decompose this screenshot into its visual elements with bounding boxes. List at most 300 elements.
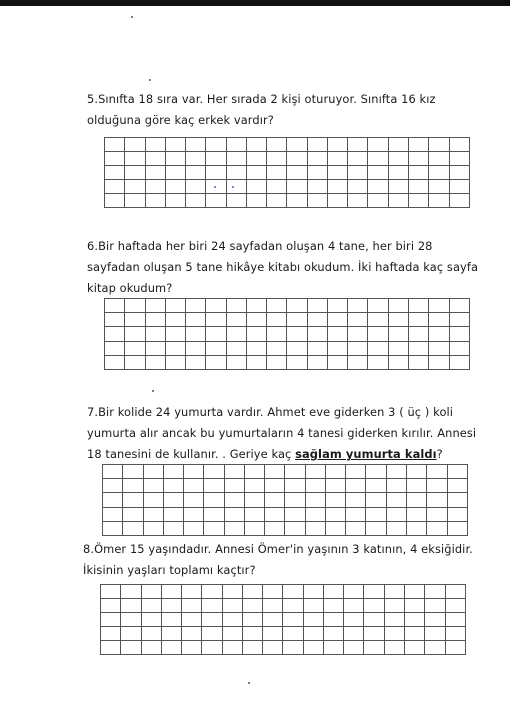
grid-cell[interactable] <box>348 138 368 152</box>
grid-cell[interactable] <box>141 613 161 627</box>
grid-cell[interactable] <box>101 599 121 613</box>
grid-cell[interactable] <box>348 327 368 341</box>
grid-cell[interactable] <box>123 493 143 507</box>
grid-cell[interactable] <box>327 152 347 166</box>
grid-cell[interactable] <box>206 299 226 313</box>
grid-cell[interactable] <box>325 521 345 535</box>
grid-cell[interactable] <box>186 327 206 341</box>
grid-cell[interactable] <box>125 194 145 208</box>
grid-cell[interactable] <box>348 166 368 180</box>
grid-cell[interactable] <box>105 341 125 355</box>
grid-cell[interactable] <box>186 138 206 152</box>
grid-cell[interactable] <box>384 641 404 655</box>
grid-cell[interactable] <box>348 299 368 313</box>
grid-cell[interactable] <box>366 507 386 521</box>
grid-cell[interactable] <box>224 465 244 479</box>
grid-cell[interactable] <box>204 507 224 521</box>
grid-cell[interactable] <box>449 166 469 180</box>
grid-cell[interactable] <box>242 627 262 641</box>
grid-cell[interactable] <box>224 521 244 535</box>
grid-cell[interactable] <box>182 585 202 599</box>
grid-cell[interactable] <box>406 465 426 479</box>
grid-cell[interactable] <box>186 166 206 180</box>
grid-cell[interactable] <box>184 479 204 493</box>
grid-cell[interactable] <box>125 138 145 152</box>
grid-cell[interactable] <box>263 585 283 599</box>
grid-cell[interactable] <box>145 152 165 166</box>
grid-cell[interactable] <box>206 355 226 369</box>
grid-cell[interactable] <box>246 166 266 180</box>
grid-cell[interactable] <box>204 465 224 479</box>
grid-cell[interactable] <box>285 507 305 521</box>
grid-cell[interactable] <box>265 479 285 493</box>
grid-cell[interactable] <box>267 152 287 166</box>
grid-cell[interactable] <box>449 299 469 313</box>
grid-cell[interactable] <box>283 585 303 599</box>
grid-cell[interactable] <box>267 138 287 152</box>
grid-cell[interactable] <box>386 493 406 507</box>
grid-cell[interactable] <box>103 493 123 507</box>
grid-cell[interactable] <box>323 641 343 655</box>
grid-cell[interactable] <box>406 493 426 507</box>
grid-cell[interactable] <box>287 299 307 313</box>
grid-cell[interactable] <box>263 613 283 627</box>
grid-cell[interactable] <box>267 341 287 355</box>
grid-cell[interactable] <box>307 299 327 313</box>
grid-cell[interactable] <box>388 299 408 313</box>
grid-cell[interactable] <box>368 355 388 369</box>
grid-cell[interactable] <box>386 521 406 535</box>
grid-cell[interactable] <box>429 138 449 152</box>
grid-cell[interactable] <box>447 507 467 521</box>
grid-cell[interactable] <box>246 341 266 355</box>
grid-cell[interactable] <box>145 341 165 355</box>
grid-cell[interactable] <box>408 299 428 313</box>
grid-cell[interactable] <box>283 613 303 627</box>
grid-cell[interactable] <box>141 641 161 655</box>
grid-cell[interactable] <box>246 299 266 313</box>
answer-grid-6[interactable] <box>104 298 470 370</box>
grid-cell[interactable] <box>348 341 368 355</box>
grid-cell[interactable] <box>165 194 185 208</box>
grid-cell[interactable] <box>285 479 305 493</box>
grid-cell[interactable] <box>182 641 202 655</box>
grid-cell[interactable] <box>285 521 305 535</box>
grid-cell[interactable] <box>226 355 246 369</box>
grid-cell[interactable] <box>285 465 305 479</box>
grid-cell[interactable] <box>125 180 145 194</box>
grid-cell[interactable] <box>226 166 246 180</box>
grid-cell[interactable] <box>246 194 266 208</box>
grid-cell[interactable] <box>305 521 325 535</box>
grid-cell[interactable] <box>163 507 183 521</box>
grid-cell[interactable] <box>327 180 347 194</box>
grid-cell[interactable] <box>222 641 242 655</box>
grid-cell[interactable] <box>364 585 384 599</box>
grid-cell[interactable] <box>447 493 467 507</box>
grid-cell[interactable] <box>242 599 262 613</box>
grid-cell[interactable] <box>161 641 181 655</box>
grid-cell[interactable] <box>364 599 384 613</box>
grid-cell[interactable] <box>323 585 343 599</box>
grid-cell[interactable] <box>404 641 424 655</box>
grid-cell[interactable] <box>123 479 143 493</box>
grid-cell[interactable] <box>103 521 123 535</box>
grid-cell[interactable] <box>327 355 347 369</box>
grid-cell[interactable] <box>182 613 202 627</box>
grid-cell[interactable] <box>165 299 185 313</box>
grid-cell[interactable] <box>246 313 266 327</box>
grid-cell[interactable] <box>206 341 226 355</box>
grid-cell[interactable] <box>182 599 202 613</box>
grid-cell[interactable] <box>105 152 125 166</box>
grid-cell[interactable] <box>427 493 447 507</box>
grid-cell[interactable] <box>165 166 185 180</box>
grid-cell[interactable] <box>388 194 408 208</box>
grid-cell[interactable] <box>449 313 469 327</box>
grid-cell[interactable] <box>224 493 244 507</box>
grid-cell[interactable] <box>303 627 323 641</box>
grid-cell[interactable] <box>323 599 343 613</box>
grid-cell[interactable] <box>121 585 141 599</box>
grid-cell[interactable] <box>406 479 426 493</box>
grid-cell[interactable] <box>388 327 408 341</box>
grid-cell[interactable] <box>206 327 226 341</box>
grid-cell[interactable] <box>449 180 469 194</box>
grid-cell[interactable] <box>344 627 364 641</box>
grid-cell[interactable] <box>404 627 424 641</box>
grid-cell[interactable] <box>307 341 327 355</box>
grid-cell[interactable] <box>145 299 165 313</box>
grid-cell[interactable] <box>445 599 465 613</box>
grid-cell[interactable] <box>163 465 183 479</box>
grid-cell[interactable] <box>141 585 161 599</box>
grid-cell[interactable] <box>121 627 141 641</box>
grid-cell[interactable] <box>307 166 327 180</box>
grid-cell[interactable] <box>165 138 185 152</box>
grid-cell[interactable] <box>202 641 222 655</box>
grid-cell[interactable] <box>163 493 183 507</box>
grid-cell[interactable] <box>226 180 246 194</box>
grid-cell[interactable] <box>287 180 307 194</box>
grid-cell[interactable] <box>366 479 386 493</box>
grid-cell[interactable] <box>267 166 287 180</box>
grid-cell[interactable] <box>145 166 165 180</box>
grid-cell[interactable] <box>101 627 121 641</box>
grid-cell[interactable] <box>186 299 206 313</box>
grid-cell[interactable] <box>368 180 388 194</box>
grid-cell[interactable] <box>408 313 428 327</box>
grid-cell[interactable] <box>184 465 204 479</box>
grid-cell[interactable] <box>202 585 222 599</box>
grid-cell[interactable] <box>307 355 327 369</box>
grid-cell[interactable] <box>206 138 226 152</box>
grid-cell[interactable] <box>121 641 141 655</box>
grid-cell[interactable] <box>222 585 242 599</box>
grid-cell[interactable] <box>368 194 388 208</box>
grid-cell[interactable] <box>346 493 366 507</box>
grid-cell[interactable] <box>283 627 303 641</box>
grid-cell[interactable] <box>303 613 323 627</box>
grid-cell[interactable] <box>125 166 145 180</box>
grid-cell[interactable] <box>246 152 266 166</box>
grid-cell[interactable] <box>425 613 445 627</box>
grid-cell[interactable] <box>344 599 364 613</box>
grid-cell[interactable] <box>408 341 428 355</box>
grid-cell[interactable] <box>287 152 307 166</box>
grid-cell[interactable] <box>246 180 266 194</box>
grid-cell[interactable] <box>226 152 246 166</box>
grid-cell[interactable] <box>267 355 287 369</box>
grid-cell[interactable] <box>325 493 345 507</box>
grid-cell[interactable] <box>429 313 449 327</box>
grid-cell[interactable] <box>265 465 285 479</box>
grid-cell[interactable] <box>344 613 364 627</box>
grid-cell[interactable] <box>346 479 366 493</box>
grid-cell[interactable] <box>267 313 287 327</box>
grid-cell[interactable] <box>386 465 406 479</box>
grid-cell[interactable] <box>323 613 343 627</box>
grid-cell[interactable] <box>244 479 264 493</box>
grid-cell[interactable] <box>246 327 266 341</box>
grid-cell[interactable] <box>121 599 141 613</box>
grid-cell[interactable] <box>348 152 368 166</box>
grid-cell[interactable] <box>368 299 388 313</box>
grid-cell[interactable] <box>429 180 449 194</box>
grid-cell[interactable] <box>202 613 222 627</box>
grid-cell[interactable] <box>184 493 204 507</box>
grid-cell[interactable] <box>165 341 185 355</box>
grid-cell[interactable] <box>204 479 224 493</box>
grid-cell[interactable] <box>165 313 185 327</box>
grid-cell[interactable] <box>182 627 202 641</box>
grid-cell[interactable] <box>121 613 141 627</box>
grid-cell[interactable] <box>348 194 368 208</box>
grid-cell[interactable] <box>105 313 125 327</box>
grid-cell[interactable] <box>364 613 384 627</box>
grid-cell[interactable] <box>244 493 264 507</box>
grid-cell[interactable] <box>307 152 327 166</box>
grid-cell[interactable] <box>425 599 445 613</box>
grid-cell[interactable] <box>364 627 384 641</box>
grid-cell[interactable] <box>386 479 406 493</box>
grid-cell[interactable] <box>145 194 165 208</box>
grid-cell[interactable] <box>384 627 404 641</box>
answer-grid-5[interactable] <box>104 137 470 208</box>
grid-cell[interactable] <box>427 465 447 479</box>
grid-cell[interactable] <box>222 599 242 613</box>
grid-cell[interactable] <box>246 355 266 369</box>
grid-cell[interactable] <box>408 355 428 369</box>
grid-cell[interactable] <box>384 613 404 627</box>
answer-grid-7[interactable] <box>102 464 468 536</box>
grid-cell[interactable] <box>388 341 408 355</box>
grid-cell[interactable] <box>285 493 305 507</box>
grid-cell[interactable] <box>204 493 224 507</box>
grid-cell[interactable] <box>344 641 364 655</box>
grid-cell[interactable] <box>325 507 345 521</box>
grid-cell[interactable] <box>101 613 121 627</box>
grid-cell[interactable] <box>427 479 447 493</box>
grid-cell[interactable] <box>202 627 222 641</box>
grid-cell[interactable] <box>105 180 125 194</box>
grid-cell[interactable] <box>265 493 285 507</box>
grid-cell[interactable] <box>103 507 123 521</box>
grid-cell[interactable] <box>125 327 145 341</box>
grid-cell[interactable] <box>366 465 386 479</box>
grid-cell[interactable] <box>368 138 388 152</box>
grid-cell[interactable] <box>165 355 185 369</box>
grid-cell[interactable] <box>287 327 307 341</box>
grid-cell[interactable] <box>143 465 163 479</box>
grid-cell[interactable] <box>202 599 222 613</box>
grid-cell[interactable] <box>404 599 424 613</box>
grid-cell[interactable] <box>323 627 343 641</box>
grid-cell[interactable] <box>447 521 467 535</box>
grid-cell[interactable] <box>226 327 246 341</box>
grid-cell[interactable] <box>101 641 121 655</box>
grid-cell[interactable] <box>449 194 469 208</box>
grid-cell[interactable] <box>325 465 345 479</box>
grid-cell[interactable] <box>303 599 323 613</box>
grid-cell[interactable] <box>388 180 408 194</box>
grid-cell[interactable] <box>125 355 145 369</box>
grid-cell[interactable] <box>384 599 404 613</box>
grid-cell[interactable] <box>145 327 165 341</box>
grid-cell[interactable] <box>287 194 307 208</box>
grid-cell[interactable] <box>161 585 181 599</box>
grid-cell[interactable] <box>186 355 206 369</box>
grid-cell[interactable] <box>105 299 125 313</box>
grid-cell[interactable] <box>125 152 145 166</box>
grid-cell[interactable] <box>143 521 163 535</box>
grid-cell[interactable] <box>125 341 145 355</box>
grid-cell[interactable] <box>368 327 388 341</box>
grid-cell[interactable] <box>408 152 428 166</box>
grid-cell[interactable] <box>307 313 327 327</box>
grid-cell[interactable] <box>327 138 347 152</box>
grid-cell[interactable] <box>105 194 125 208</box>
grid-cell[interactable] <box>305 493 325 507</box>
grid-cell[interactable] <box>447 479 467 493</box>
grid-cell[interactable] <box>224 479 244 493</box>
grid-cell[interactable] <box>445 585 465 599</box>
grid-cell[interactable] <box>427 507 447 521</box>
grid-cell[interactable] <box>263 641 283 655</box>
grid-cell[interactable] <box>287 341 307 355</box>
grid-cell[interactable] <box>263 599 283 613</box>
grid-cell[interactable] <box>244 507 264 521</box>
grid-cell[interactable] <box>246 138 266 152</box>
grid-cell[interactable] <box>327 327 347 341</box>
grid-cell[interactable] <box>408 166 428 180</box>
grid-cell[interactable] <box>265 507 285 521</box>
grid-cell[interactable] <box>344 585 364 599</box>
grid-cell[interactable] <box>429 327 449 341</box>
grid-cell[interactable] <box>226 299 246 313</box>
grid-cell[interactable] <box>327 299 347 313</box>
grid-cell[interactable] <box>425 627 445 641</box>
grid-cell[interactable] <box>447 465 467 479</box>
grid-cell[interactable] <box>346 465 366 479</box>
grid-cell[interactable] <box>206 194 226 208</box>
grid-cell[interactable] <box>105 327 125 341</box>
grid-cell[interactable] <box>143 479 163 493</box>
grid-cell[interactable] <box>226 313 246 327</box>
grid-cell[interactable] <box>242 585 262 599</box>
grid-cell[interactable] <box>346 521 366 535</box>
grid-cell[interactable] <box>408 180 428 194</box>
grid-cell[interactable] <box>327 341 347 355</box>
grid-cell[interactable] <box>366 493 386 507</box>
grid-cell[interactable] <box>404 585 424 599</box>
grid-cell[interactable] <box>125 299 145 313</box>
grid-cell[interactable] <box>388 313 408 327</box>
grid-cell[interactable] <box>406 507 426 521</box>
grid-cell[interactable] <box>287 166 307 180</box>
grid-cell[interactable] <box>161 613 181 627</box>
grid-cell[interactable] <box>145 355 165 369</box>
grid-cell[interactable] <box>449 327 469 341</box>
grid-cell[interactable] <box>404 613 424 627</box>
grid-cell[interactable] <box>283 599 303 613</box>
grid-cell[interactable] <box>267 327 287 341</box>
grid-cell[interactable] <box>307 180 327 194</box>
grid-cell[interactable] <box>303 585 323 599</box>
grid-cell[interactable] <box>123 507 143 521</box>
grid-cell[interactable] <box>348 313 368 327</box>
grid-cell[interactable] <box>364 641 384 655</box>
grid-cell[interactable] <box>327 166 347 180</box>
grid-cell[interactable] <box>145 313 165 327</box>
grid-cell[interactable] <box>222 627 242 641</box>
grid-cell[interactable] <box>163 479 183 493</box>
grid-cell[interactable] <box>186 313 206 327</box>
grid-cell[interactable] <box>445 641 465 655</box>
grid-cell[interactable] <box>222 613 242 627</box>
grid-cell[interactable] <box>429 355 449 369</box>
grid-cell[interactable] <box>204 521 224 535</box>
grid-cell[interactable] <box>388 355 408 369</box>
grid-cell[interactable] <box>287 313 307 327</box>
grid-cell[interactable] <box>368 152 388 166</box>
grid-cell[interactable] <box>429 166 449 180</box>
grid-cell[interactable] <box>305 479 325 493</box>
grid-cell[interactable] <box>206 313 226 327</box>
grid-cell[interactable] <box>184 507 204 521</box>
grid-cell[interactable] <box>186 194 206 208</box>
grid-cell[interactable] <box>267 299 287 313</box>
grid-cell[interactable] <box>103 465 123 479</box>
grid-cell[interactable] <box>449 138 469 152</box>
grid-cell[interactable] <box>427 521 447 535</box>
grid-cell[interactable] <box>429 194 449 208</box>
grid-cell[interactable] <box>163 521 183 535</box>
grid-cell[interactable] <box>449 152 469 166</box>
grid-cell[interactable] <box>368 166 388 180</box>
grid-cell[interactable] <box>184 521 204 535</box>
grid-cell[interactable] <box>303 641 323 655</box>
grid-cell[interactable] <box>305 465 325 479</box>
grid-cell[interactable] <box>445 613 465 627</box>
grid-cell[interactable] <box>141 599 161 613</box>
grid-cell[interactable] <box>226 341 246 355</box>
grid-cell[interactable] <box>388 166 408 180</box>
grid-cell[interactable] <box>105 355 125 369</box>
grid-cell[interactable] <box>429 152 449 166</box>
grid-cell[interactable] <box>325 479 345 493</box>
grid-cell[interactable] <box>425 641 445 655</box>
